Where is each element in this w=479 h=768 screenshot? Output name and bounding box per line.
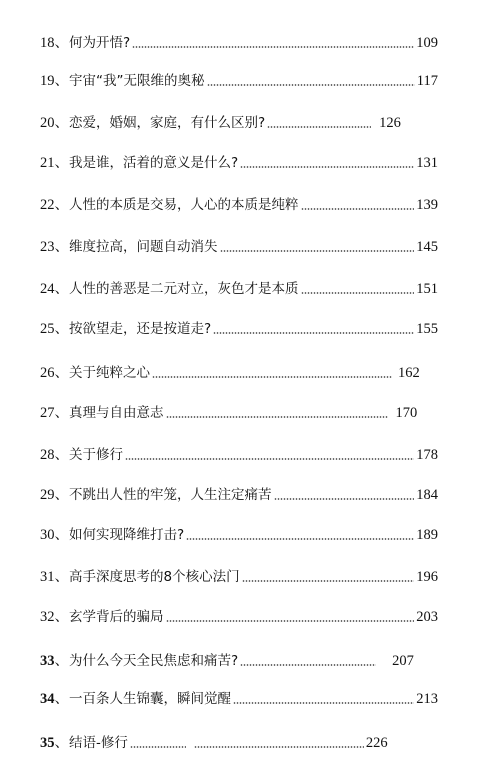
dot-leader xyxy=(301,208,415,210)
dot-leader xyxy=(242,580,415,582)
toc-entry[interactable] xyxy=(40,274,438,298)
dot-leader xyxy=(301,292,415,294)
entry-page-number: 117 xyxy=(416,73,438,89)
entry-number: 18、 xyxy=(40,35,69,51)
entry-page-number: 207 xyxy=(392,653,414,669)
entry-page-number: 131 xyxy=(416,155,438,171)
entry-title: 为什么今天全民焦虑和痛苦? xyxy=(69,653,239,669)
dot-leader xyxy=(240,166,414,168)
entry-number-separator: 、 xyxy=(54,653,69,669)
entry-number: 22、 xyxy=(40,197,69,213)
entry-title: 一百条人生锦囊，瞬间觉醒 xyxy=(69,691,231,707)
entry-page-number: 189 xyxy=(416,527,438,543)
toc-entry[interactable] xyxy=(40,108,438,132)
entry-title: 人性的本质是交易，人心的本质是纯粹 xyxy=(69,197,299,213)
toc-entry[interactable] xyxy=(40,358,438,382)
toc-entry[interactable] xyxy=(40,440,438,464)
entry-number: 24、 xyxy=(40,281,69,297)
entry-title: 我是谁，活着的意义是什么? xyxy=(69,155,239,171)
entry-number: 20、 xyxy=(40,115,69,131)
toc-entry[interactable] xyxy=(40,728,438,752)
entry-number: 21、 xyxy=(40,155,69,171)
entry-number: 28、 xyxy=(40,447,69,463)
entry-page-number: 162 xyxy=(398,365,420,381)
entry-title: 维度拉高，问题自动消失 xyxy=(69,239,218,255)
toc-entry[interactable] xyxy=(40,148,438,172)
entry-page-number: 178 xyxy=(416,447,438,463)
entry-page-number: 203 xyxy=(416,609,438,625)
entry-page-number: 109 xyxy=(416,35,438,51)
dot-leader xyxy=(132,46,414,48)
toc-entry[interactable] xyxy=(40,28,438,52)
entry-title: 人性的善恶是二元对立，灰色才是本质 xyxy=(69,281,299,297)
entry-title: 关于修行 xyxy=(69,447,123,463)
toc-entry[interactable] xyxy=(40,66,438,90)
toc-entry[interactable] xyxy=(40,684,438,708)
entry-title: 宇宙“我”无限维的奥秘 xyxy=(69,73,205,89)
entry-number: 33 xyxy=(40,653,55,669)
entry-number: 30、 xyxy=(40,527,69,543)
toc-entry[interactable] xyxy=(40,480,438,504)
entry-number: 32、 xyxy=(40,609,69,625)
entry-title: 恋爱，婚姻，家庭，有什么区别? xyxy=(69,115,266,131)
entry-page-number: 196 xyxy=(416,569,438,585)
entry-title: 关于纯粹之心 xyxy=(69,365,150,381)
entry-page-number: 126 xyxy=(379,115,401,131)
entry-page-number: 213 xyxy=(416,691,438,707)
entry-title: 玄学背后的骗局 xyxy=(69,609,164,625)
toc-entry[interactable] xyxy=(40,646,438,670)
entry-page-number: 155 xyxy=(416,321,438,337)
dot-leader xyxy=(166,416,388,418)
entry-page-number: 151 xyxy=(416,281,438,297)
dot-leader xyxy=(267,126,371,128)
toc-entry[interactable] xyxy=(40,314,438,338)
entry-number: 23、 xyxy=(40,239,69,255)
dot-leader xyxy=(240,664,376,666)
toc-entry[interactable] xyxy=(40,562,438,586)
entry-page-number: 145 xyxy=(416,239,438,255)
entry-page-number: 139 xyxy=(416,197,438,213)
entry-number: 35 xyxy=(40,735,55,751)
dot-leader xyxy=(152,376,392,378)
entry-page-number: 226 xyxy=(365,735,388,751)
entry-title: 何为开悟? xyxy=(69,35,131,51)
entry-number: 31、 xyxy=(40,569,69,585)
entry-title: 真理与自由意志 xyxy=(69,405,164,421)
entry-number-separator: 、 xyxy=(54,691,69,707)
dot-leader xyxy=(233,702,414,704)
entry-number: 26、 xyxy=(40,365,69,381)
toc-entry[interactable] xyxy=(40,602,438,626)
entry-number-separator: 、 xyxy=(54,735,69,751)
toc-entry[interactable] xyxy=(40,398,438,422)
entry-page-number: 170 xyxy=(395,405,418,421)
entry-number: 25、 xyxy=(40,321,69,337)
entry-number: 34 xyxy=(40,691,55,707)
dot-leader xyxy=(125,458,414,460)
entry-title: 高手深度思考的8个核心法门 xyxy=(69,569,240,585)
entry-title: 如何实现降维打击? xyxy=(69,527,185,543)
entry-title: 按欲望走，还是按道走? xyxy=(69,321,212,337)
entry-number: 19、 xyxy=(40,73,69,89)
dot-leader xyxy=(220,250,415,252)
dot-leader xyxy=(274,498,415,500)
toc-entry[interactable] xyxy=(40,190,438,214)
dot-leader xyxy=(194,746,364,748)
dot-leader xyxy=(207,84,415,86)
entry-title: 结语-修行 xyxy=(69,735,128,751)
entry-number: 29、 xyxy=(40,487,69,503)
dot-leader xyxy=(130,746,186,748)
entry-page-number: 184 xyxy=(416,487,438,503)
toc-entry[interactable] xyxy=(40,520,438,544)
dot-leader xyxy=(166,620,415,622)
entry-number: 27、 xyxy=(40,405,69,421)
dot-leader xyxy=(186,538,414,540)
entry-title: 不跳出人性的牢笼，人生注定痛苦 xyxy=(69,487,272,503)
toc-entry[interactable] xyxy=(40,232,438,256)
dot-leader xyxy=(213,332,414,334)
